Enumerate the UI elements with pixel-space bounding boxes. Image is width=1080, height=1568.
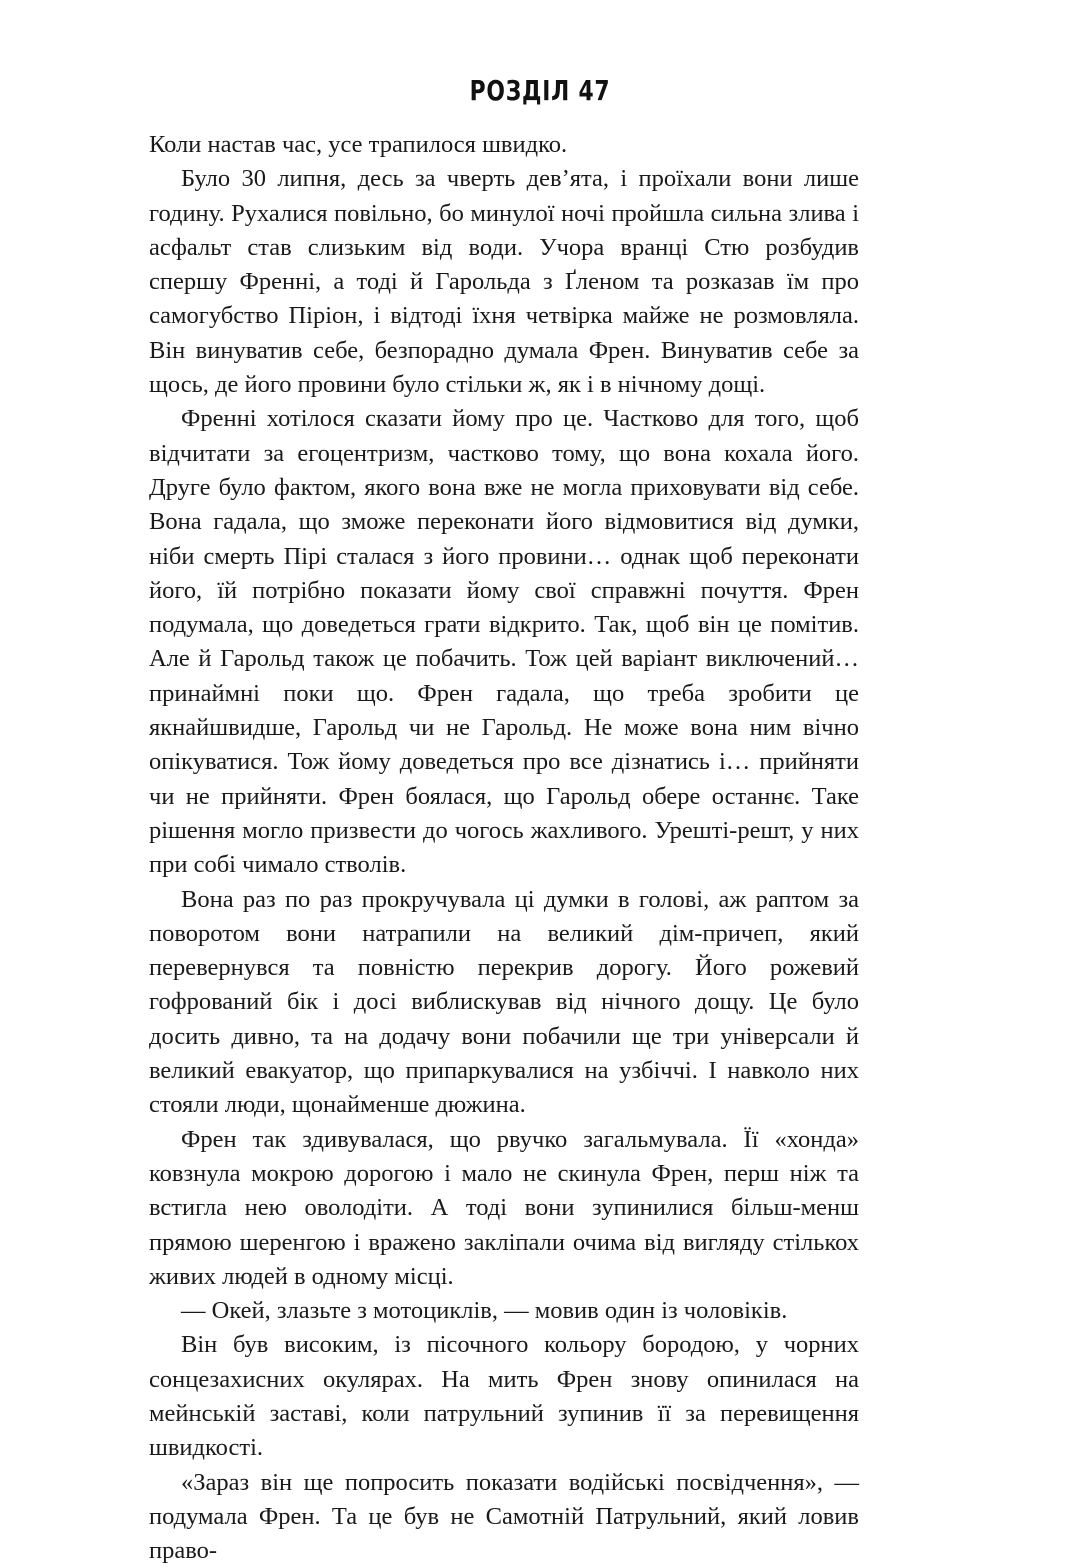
paragraph: Френ так здивувалася, що рвучко загальмувала. Її «хонда» ковзнула мокрою дорогою і мало не скинула Френ, перш ніж та встигла нею оволодіти. А тоді вони зупинилися більш-менш прямою шеренгою і вражено закліпали очима від вигляду стількох живих людей в одному місці. [149, 1125, 859, 1290]
paragraph: — Окей, злазьте з мотоциклів, — мовив один із чоловіків. [181, 1297, 788, 1325]
paragraph: Він був високим, із пісочного кольору бородою, у чорних сонцезахисних окулярах. На мить Френ знову опинилася на мейнській заставі, коли патрульний зупинив її за перевищення швидкості. [149, 1331, 859, 1462]
paragraph: Коли настав час, усе трапилося швидко. [149, 131, 568, 158]
paragraph: Френні хотілося сказати йому про це. Частково для того, щоб відчитати за егоцентризм, частково тому, що вона кохала його. Друге було фактом, якого вона вже не могла приховувати від себе. Вона гадала, що зможе переконати його відмовитися від думки, ніби смерть Пірі сталася з його провини… однак щоб переконати його, їй потрібно показати йому свої справжні почуття. Френ подумала, що доведеться грати відкрито. Так, щоб він це помітив. Але й Гарольд також це побачить. Тож цей варіант виключений… принаймні поки що. Френ гадала, що треба зробити це якнайшвидше, Гарольд чи не Гарольд. Не може вона ним вічно опікуватися. Тож йому доведеться про все дізнатись і… прийняти чи не прийняти. Френ боялася, що Гарольд обере останнє. Таке рішення могло призвести до чогось жахливого. Урешті-решт, у них при собі чимало стволів. [149, 405, 859, 879]
paragraph: «Зараз він ще попросить показати водійські посвідчення», — подумала Френ. Та це був не Самотній Патрульний, який ловив право- [149, 1468, 859, 1565]
paragraph: Вона раз по раз прокручувала ці думки в голові, аж раптом за поворотом вони натрапили на великий дім-причеп, який перевернувся та повністю перекрив дорогу. Його рожевий гофрований бік і досі виблискував від нічного дощу. Це було досить дивно, та на додачу вони побачили ще три універсали й великий евакуатор, що припаркувалися на узбіччі. І навколо них стояли люди, щонайменше дюжина. [149, 885, 859, 1119]
chapter-title: РОЗДІЛ 47 [469, 74, 611, 107]
paragraph: Було 30 липня, десь за чверть дев’ята, і проїхали вони лише годину. Рухалися повільно, бо минулої ночі пройшла сильна злива і асфальт став слизьким від води. Учора вранці Стю розбудив спершу Френні, а тоді й Гарольда з Ґленом та розказав їм про самогубство Піріон, і відтоді їхня четвірка майже не розмовляла. Він винуватив себе, безпорадно думала Френ. Винуватив себе за щось, де його провини було стільки ж, як і в нічному дощі. [149, 165, 859, 399]
chapter-body [149, 128, 859, 1568]
